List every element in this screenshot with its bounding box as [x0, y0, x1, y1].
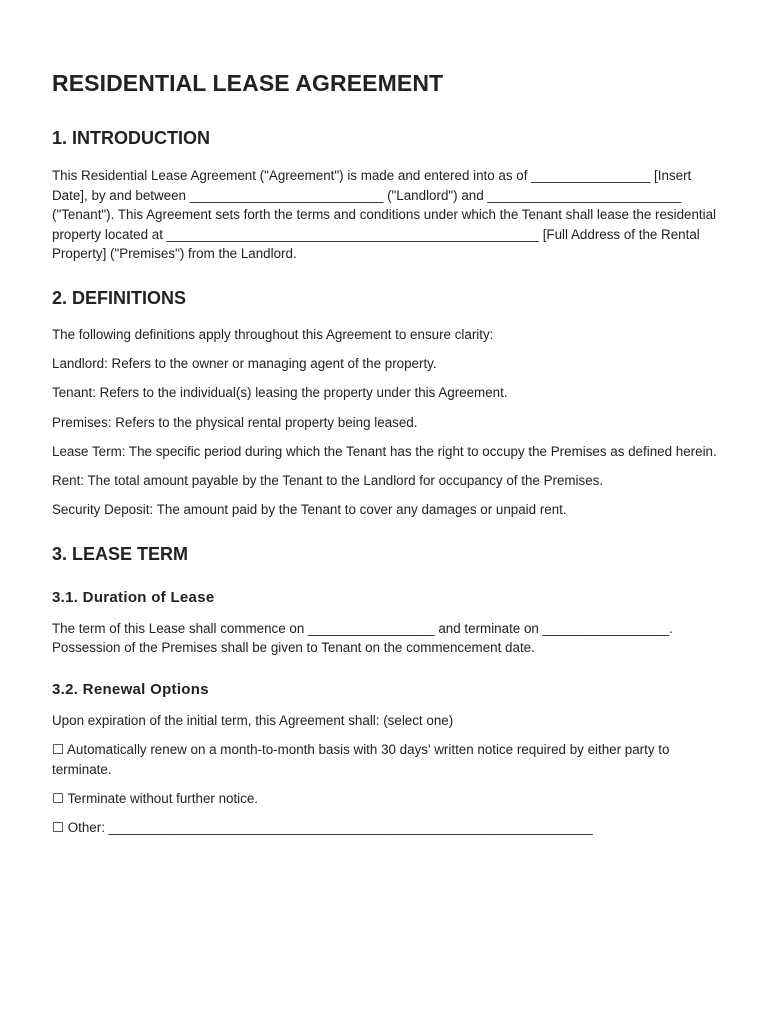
renewal-option-checkbox[interactable]: ☐ Automatically renew on a month-to-month basis with 30 days' written notice required by either party to terminate.: [52, 742, 670, 777]
introduction-paragraph: This Residential Lease Agreement ("Agreement") is made and entered into as of ________________ [Insert Date], by and between __________________________ ("Landlord") and __________________________ ("Tenant"). This Agreement sets forth the terms and conditions under which the Tenant shall lease the residential property located at __________________________________________________ [Full Address of the Rental Property] ("Premises") from the Landlord.: [52, 168, 717, 262]
definitions-lead: The following definitions apply throughout this Agreement to ensure clarity:: [52, 326, 494, 342]
renewal-lead: Upon expiration of the initial term, this Agreement shall: (select one): [52, 712, 454, 728]
subsection-heading: 3.1. Duration of Lease: [52, 588, 215, 606]
renewal-option-checkbox[interactable]: ☐ Other: _________________________________________________________________: [52, 820, 593, 836]
subsection-duration: [52, 589, 722, 658]
section-definitions: [52, 288, 722, 520]
definition-item: Premises: Refers to the physical rental property being leased.: [52, 414, 418, 430]
section-heading: 1. INTRODUCTION: [52, 128, 211, 148]
renewal-option-checkbox[interactable]: ☐ Terminate without further notice.: [52, 790, 259, 806]
section-heading: 2. DEFINITIONS: [52, 287, 187, 308]
definition-item: Tenant: Refers to the individual(s) leasing the property under this Agreement.: [52, 385, 508, 401]
definition-item: Rent: The total amount payable by the Tenant to the Landlord for occupancy of the Premises.: [52, 472, 604, 488]
definition-item: Lease Term: The specific period during which the Tenant has the right to occupy the Premises as defined herein.: [52, 443, 717, 459]
section-lease-term: [52, 544, 722, 838]
subsection-renewal: [52, 681, 722, 838]
definition-item: Security Deposit: The amount paid by the Tenant to cover any damages or unpaid rent.: [52, 502, 567, 518]
definition-item: Landlord: Refers to the owner or managing agent of the property.: [52, 356, 437, 372]
subsection-heading: 3.2. Renewal Options: [52, 680, 209, 698]
section-heading: 3. LEASE TERM: [52, 543, 189, 564]
document-title: RESIDENTIAL LEASE AGREEMENT: [52, 70, 444, 96]
section-introduction: [52, 128, 722, 264]
duration-paragraph: The term of this Lease shall commence on _________________ and terminate on _________________. Possession of the Premises shall be given to Tenant on the commencement date.: [52, 620, 673, 656]
